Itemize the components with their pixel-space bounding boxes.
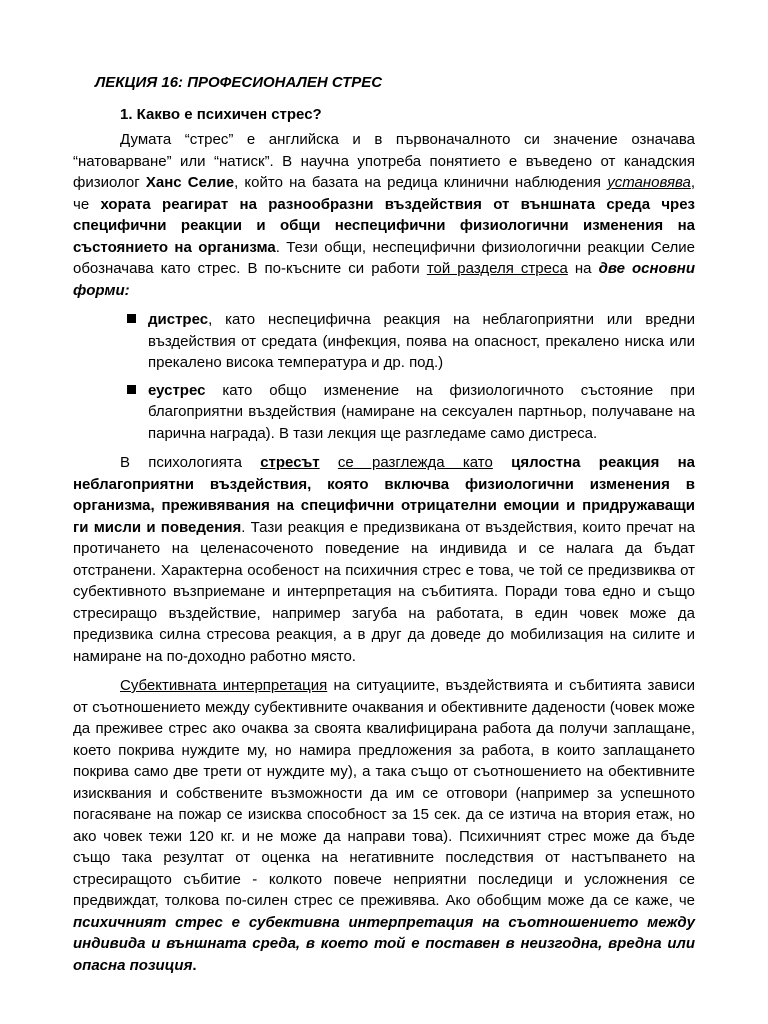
paragraph-subjective-interpretation: Субективната интерпретация на ситуациите, въздействията и събитията зависи от съотношението между субективните очаквания и обективните дадености (човек може да преживее стрес ако очаква за своята квалифицирана работа да получи заплащане, което покрива нуждите му, но намира предложения за работа, в които заплащането покрива само две трети от нуждите му), а така също от съотношението на обективните изисквания и собствените възможности да им се отговори (например за успешното погасяване на пожар се изисква способност за 15 сек. да се изтича на втория етаж, но ако човек тежи 120 кг. и не може да направи това). Психичният стрес може да бъде също така резултат от оценка на негативните последствия от настъпването на стресиращото събитие - колкото повече неприятни последици и усложнения се предвиждат, толкова по-силен стрес се преживява. Ако обобщим може да се каже, че психичният стрес е субективна интерпретация на съотношението между индивида и външната среда, в което той е поставен в неизгодна, вредна или опасна позиция. [73,677,696,974]
square-bullet-icon [127,314,136,323]
section-heading: 1. Какво е психичен стрес? [120,106,322,123]
stress-term: стресът [260,454,320,471]
list-item: дистрес, като неспецифична реакция на неблагоприятни или вредни въздействия от средата (инфекция, поява на опасност, прекалено ниска или прекалено висока температура и др. под.) [73,309,695,374]
document-body [73,73,695,976]
paragraph-psychology-definition: В психологията стресът се разглежда като цялостна реакция на неблагоприятни въздействия, която включва физиологични изменения в организма, преживявания на специфични отрицателни емоции и придружаващи ги мисли и поведения. Тази реакция е предизвикана от въздействия, които пречат на протичането на целенасоченото поведение на индивида и се налага да бъдат отстранени. Характерна особеност на психичния стрес е това, че той се предизвиква от субективното възприемане и интерпретация на събитията. Поради това едно и също стресиращо въздействие, например загуба на работата, в един човек може да предизвика силна стресова реакция, а в друг да доведе до мобилизация на силите и намиране на по-доходно работно място. [73,454,696,665]
selye-name: Ханс Селие [145,174,235,191]
establishes-term: установява [607,174,691,191]
list-item: еустрес като общо изменение на физиологичното състояние при благоприятни въздействия (намиране на сексуален партньор, получаване на парична награда). В тази лекция ще разгледаме само дистреса. [73,380,695,445]
two-forms-phrase: две основни форми: [73,260,695,299]
square-bullet-icon [127,385,136,394]
subjective-interpretation-term: Субективната интерпретация [120,677,328,694]
considered-phrase: се разглежда като [337,454,493,471]
stress-definition: цялостна реакция на неблагоприятни въздействия, която включва физиологични изменения в организма, преживявания на специфични отрицателни емоции и придружаващи ги мисли и поведения [73,454,696,536]
eustress-term: еустрес [148,381,206,399]
stress-conclusion: психичният стрес е субективна интерпретация на съотношението между индивида и външната среда, в което той е поставен в неизгодна, вредна или опасна позиция [73,913,695,974]
paragraph-stress-origin: Думата “стрес” е английска и в първоначалното си значение означава “натоварване” или “натиск”. В научна употреба понятието е въведено от канадския физиолог Ханс Селие, който на базата на редица клинични наблюдения установява, че хората реагират на разнообразни въздействия от външната среда чрез специфични реакции и общи неспецифични физиологични изменения на състоянието на организма. Тези общи, неспецифични физиологични реакции Селие обозначава като стрес. В по-късните си работи той разделя стреса на две основни форми: [73,131,696,299]
distress-term: дистрес [148,311,209,328]
divides-stress-phrase: той разделя стреса [426,260,568,277]
lecture-title: ЛЕКЦИЯ 16: ПРОФЕСИОНАЛЕН СТРЕС [95,74,383,91]
selye-claim: хората реагират на разнообразни въздействия от външната среда чрез специфични реакции и общи неспецифични физиологични изменения на състоянието на организма [73,195,695,256]
stress-forms-list [73,309,695,444]
